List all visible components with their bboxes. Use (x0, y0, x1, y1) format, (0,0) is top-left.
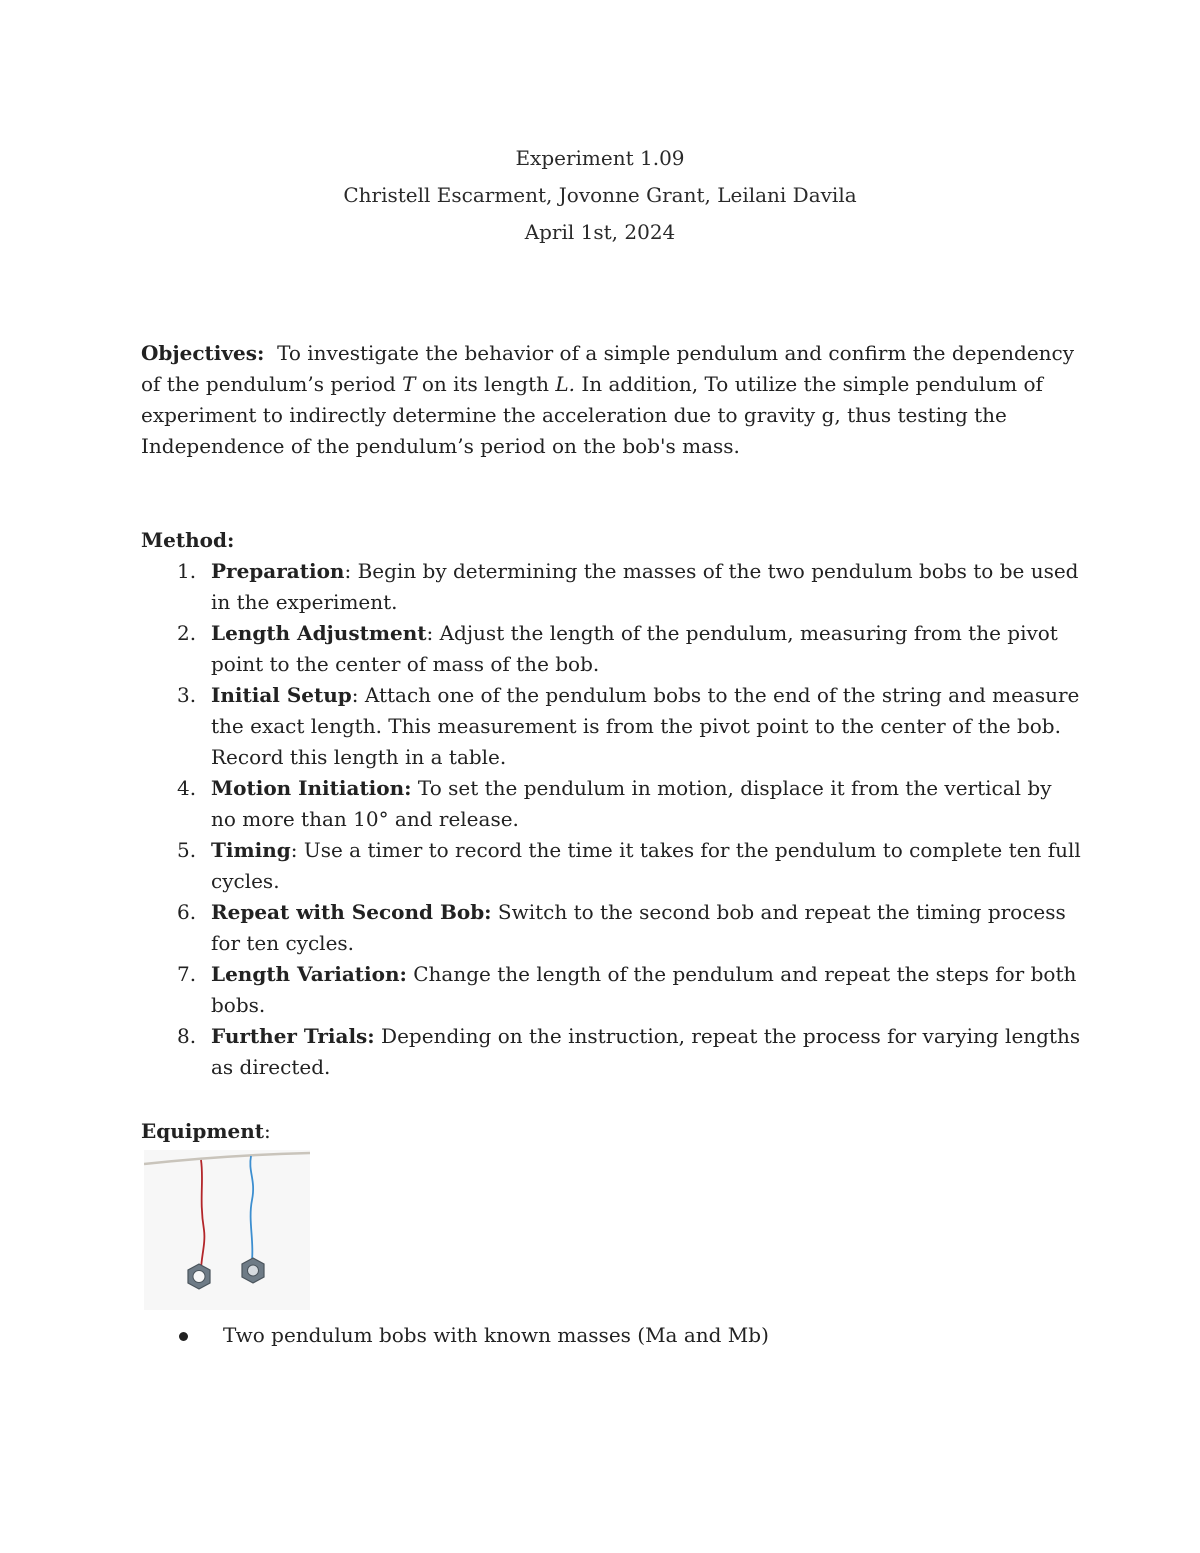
method-steps-list (141, 556, 1081, 1083)
step-text: : Adjust the length of the pendulum, measuring from the pivot point to the center of mass of the bob. (211, 621, 1058, 676)
step-text: Switch to the second bob and repeat the timing process for ten cycles. (211, 900, 1066, 955)
step-title: Motion Initiation: (211, 776, 412, 800)
step-title: Preparation (211, 559, 345, 583)
step-text: : Use a timer to record the time it takes for the pendulum to complete ten full cycles. (211, 838, 1081, 893)
step-number: 4. (177, 776, 197, 800)
objectives-text-2: on its length (415, 372, 556, 396)
step-title: Length Variation: (211, 962, 407, 986)
equipment-label: Equipment (141, 1119, 265, 1143)
step-text: Change the length of the pendulum and repeat the steps for both bobs. (211, 962, 1077, 1017)
method-step (141, 897, 1081, 959)
step-number: 5. (177, 838, 197, 862)
method-step (141, 556, 1081, 618)
step-text: : Begin by determining the masses of the two pendulum bobs to be used in the experiment. (211, 559, 1079, 614)
step-number: 2. (177, 621, 197, 645)
step-title: Initial Setup (211, 683, 352, 707)
step-title: Further Trials: (211, 1024, 375, 1048)
method-step (141, 959, 1081, 1021)
equipment-label-line (141, 1116, 1081, 1147)
equipment-item-text: Two pendulum bobs with known masses (Ma and Mb) (223, 1323, 769, 1347)
authors-line: Christell Escarment, Jovonne Grant, Leilani Davila (343, 183, 857, 207)
step-number: 8. (177, 1024, 197, 1048)
equipment-list (141, 1320, 1081, 1351)
method-step (141, 1021, 1081, 1083)
step-text: : Attach one of the pendulum bobs to the end of the string and measure the exact length. This measurement is from the pivot point to the center of the bob. Record this length in a table. (211, 683, 1080, 769)
method-step (141, 773, 1081, 835)
objectives-label: Objectives: (141, 341, 265, 365)
step-number: 7. (177, 962, 197, 986)
nut-bob-a (188, 1264, 210, 1289)
bullet-icon (179, 1332, 188, 1341)
objectives-paragraph (141, 338, 1081, 462)
method-step (141, 680, 1081, 773)
date-line: April 1st, 2024 (524, 220, 676, 244)
experiment-title: Experiment 1.09 (515, 146, 685, 170)
step-text: Depending on the instruction, repeat the process for varying lengths as directed. (211, 1024, 1081, 1079)
method-label: Method: (141, 528, 235, 552)
objectives-text-3: In addition, To utilize the simple pendulum of experiment to indirectly determine the acceleration due to gravity g, thus testing the Independence of the pendulum’s period on the bob's mass. (141, 372, 1043, 458)
length-variable: L. (555, 372, 576, 396)
step-title: Timing (211, 838, 291, 862)
document-header (0, 140, 1200, 251)
equipment-colon: : (264, 1119, 271, 1143)
step-number: 1. (177, 559, 197, 583)
nut-bob-b (242, 1258, 264, 1283)
step-number: 3. (177, 683, 197, 707)
pendulum-bobs-photo (144, 1150, 310, 1310)
step-number: 6. (177, 900, 197, 924)
equipment-item (141, 1320, 1081, 1351)
period-variable: T (402, 372, 416, 396)
step-text: To set the pendulum in motion, displace it from the vertical by no more than 10° and release. (211, 776, 1052, 831)
objectives-text-1: To investigate the behavior of a simple pendulum and confirm the dependency of the pendulum’s period (141, 341, 1081, 396)
method-step (141, 618, 1081, 680)
step-title: Repeat with Second Bob: (211, 900, 492, 924)
step-title: Length Adjustment (211, 621, 427, 645)
method-step (141, 835, 1081, 897)
